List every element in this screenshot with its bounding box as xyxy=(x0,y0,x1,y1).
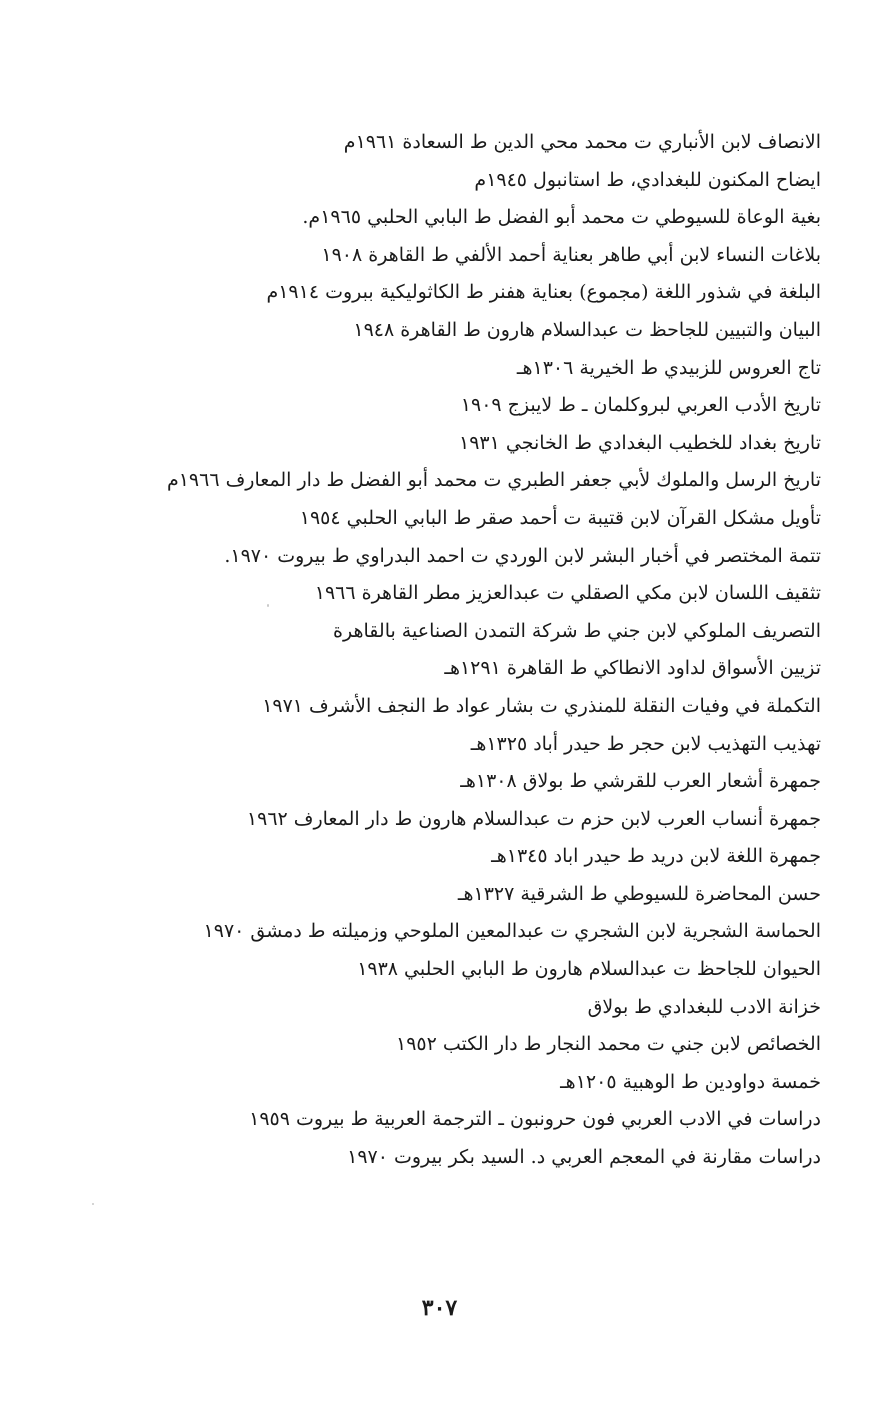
page-number: ٣٠٧ xyxy=(421,1295,458,1321)
bibliography-entry: التكملة في وفيات النقلة للمنذري ت بشار عواد ط النجف الأشرف ١٩٧١ xyxy=(262,694,821,717)
bibliography-entry: تثقيف اللسان لابن مكي الصقلي ت عبدالعزيز مطر القاهرة ١٩٦٦ xyxy=(314,582,821,605)
bibliography-entry: حسن المحاضرة للسيوطي ط الشرقية ١٣٢٧هـ xyxy=(457,882,821,905)
bibliography-entry: تهذيب التهذيب لابن حجر ط حيدر أباد ١٣٢٥هـ xyxy=(470,732,821,755)
bibliography-entry: الحماسة الشجرية لابن الشجري ت عبدالمعين الملوحي وزميلته ط دمشق ١٩٧٠ xyxy=(203,920,821,943)
bibliography-entry: الخصائص لابن جني ت محمد النجار ط دار الكتب ١٩٥٢ xyxy=(395,1033,821,1056)
bibliography-entry: الحيوان للجاحظ ت عبدالسلام هارون ط البابي الحلبي ١٩٣٨ xyxy=(357,958,821,981)
bibliography-entry: جمهرة أنساب العرب لابن حزم ت عبدالسلام هارون ط دار المعارف ١٩٦٢ xyxy=(246,807,821,830)
bibliography-entry: التصريف الملوكي لابن جني ط شركة التمدن الصناعية بالقاهرة xyxy=(333,619,821,642)
bibliography-entry: تأويل مشكل القرآن لابن قتيبة ت أحمد صقر ط البابي الحلبي ١٩٥٤ xyxy=(299,506,821,529)
bibliography-entry: تاريخ الرسل والملوك لأبي جعفر الطبري ت محمد أبو الفضل ط دار المعارف ١٩٦٦م xyxy=(166,469,821,492)
bibliography-entry: جمهرة اللغة لابن دريد ط حيدر اباد ١٣٤٥هـ xyxy=(491,845,821,868)
bibliography-entry: دراسات مقارنة في المعجم العربي د. السيد بكر بيروت ١٩٧٠ xyxy=(347,1146,821,1169)
scan-speck xyxy=(92,1203,94,1205)
bibliography-entry: خمسة دواودين ط الوهبية ١٢٠٥هـ xyxy=(560,1070,821,1093)
bibliography-entry: تتمة المختصر في أخبار البشر لابن الوردي ت احمد البدراوي ط بيروت ١٩٧٠. xyxy=(224,544,821,567)
bibliography-entry: البيان والتبيين للجاحظ ت عبدالسلام هارون ط القاهرة ١٩٤٨ xyxy=(353,318,821,341)
bibliography-entry: الانصاف لابن الأنباري ت محمد محي الدين ط السعادة ١٩٦١م xyxy=(343,131,821,153)
bibliography-entry: ايضاح المكنون للبغدادي، ط استانبول ١٩٤٥م xyxy=(474,168,821,191)
bibliography-entry: تاريخ بغداد للخطيب البغدادي ط الخانجي ١٩٣١ xyxy=(459,431,821,454)
bibliography-entry: تاريخ الأدب العربي لبروكلمان ـ ط لايبزج ١٩٠٩ xyxy=(460,394,821,417)
bibliography-entry: تزيين الأسواق لداود الانطاكي ط القاهرة ١٢٩١هـ xyxy=(444,657,821,680)
scan-speck xyxy=(267,604,269,607)
bibliography-list xyxy=(61,124,821,1177)
bibliography-entry: تاج العروس للزبيدي ط الخيرية ١٣٠٦هـ xyxy=(516,356,821,379)
bibliography-entry: البلغة في شذور اللغة (مجموع) بعناية هفنر ط الكاثوليكية ببروت ١٩١٤م xyxy=(266,281,821,304)
bibliography-entry: دراسات في الادب العربي فون حرونبون ـ الترجمة العربية ط بيروت ١٩٥٩ xyxy=(249,1108,821,1131)
bibliography-entry: بلاغات النساء لابن أبي طاهر بعناية أحمد الألفي ط القاهرة ١٩٠٨ xyxy=(321,243,821,266)
bibliography-entry: بغية الوعاة للسيوطي ت محمد أبو الفضل ط البابي الحلبي ١٩٦٥م. xyxy=(302,206,821,229)
bibliography-entry: خزانة الادب للبغدادي ط بولاق xyxy=(587,995,821,1018)
bibliography-entry: جمهرة أشعار العرب للقرشي ط بولاق ١٣٠٨هـ xyxy=(460,770,821,793)
